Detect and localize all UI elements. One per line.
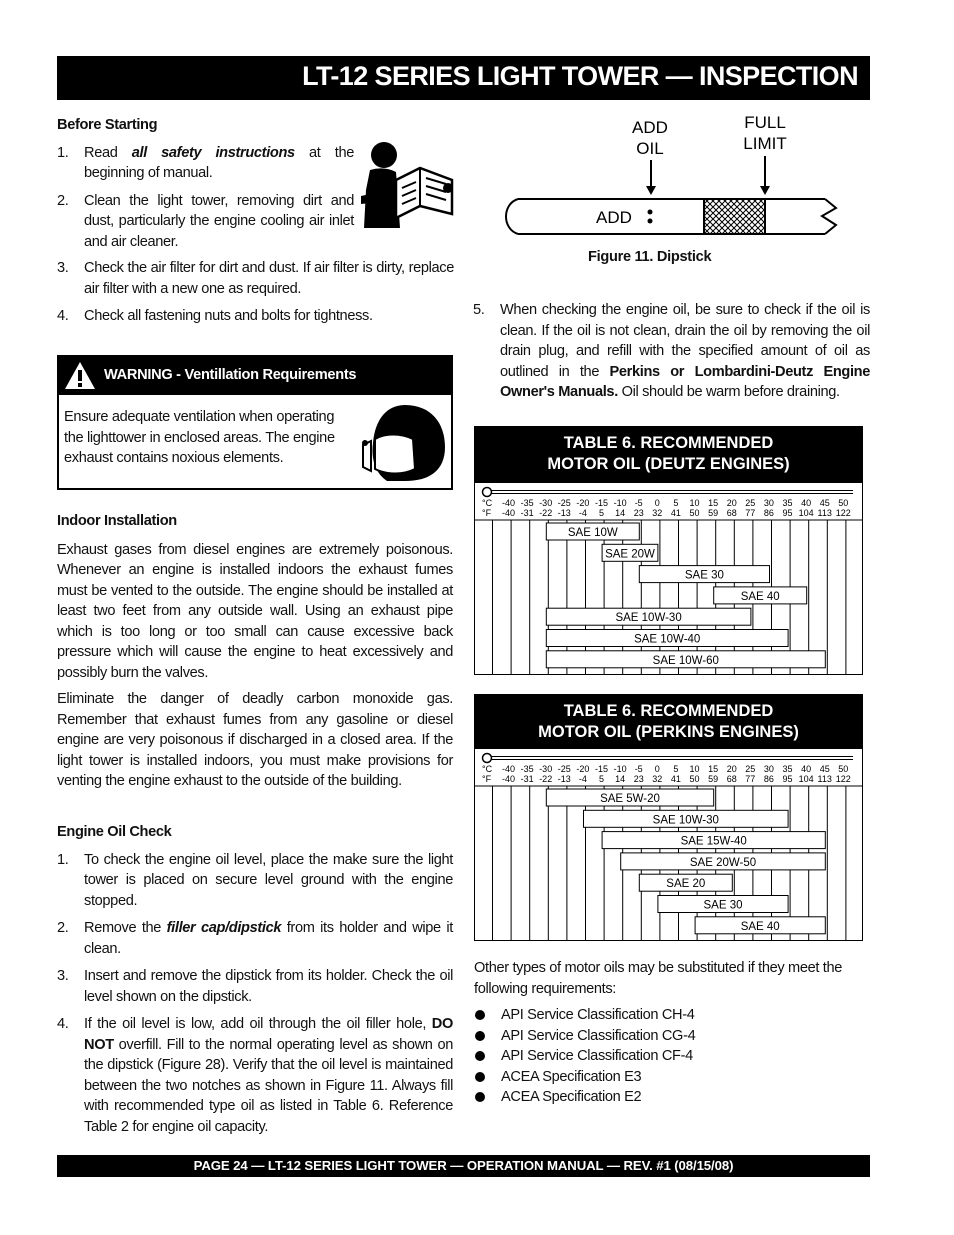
perkins-tick-fahrenheit: -40 — [501, 774, 516, 784]
item-text: Remove the — [84, 920, 167, 936]
perkins-tick-celsius: 15 — [708, 764, 719, 774]
perkins-oil-temperature-chart — [474, 748, 863, 941]
perkins-tick-celsius: -25 — [557, 764, 571, 774]
deutz-tick-fahrenheit: 59 — [708, 508, 719, 518]
dipstick-break — [822, 199, 836, 234]
full-limit-label-line1: FULL — [744, 113, 786, 132]
dipstick-caption: Figure 11. Dipstick — [588, 249, 712, 265]
deutz-table-title — [474, 426, 863, 482]
item-text: at the beginning of manual. — [84, 144, 354, 181]
oil-check-item-5 — [473, 300, 870, 403]
item-text: To check the engine oil level, place the make sure the light tower is placed on secure level ground with the engine stopped. — [84, 851, 453, 909]
perkins-tick-fahrenheit: 50 — [689, 774, 700, 784]
perkins-tick-fahrenheit: 41 — [670, 774, 681, 784]
item-number: 1. — [57, 851, 69, 868]
item-number: 5. — [473, 302, 485, 318]
perkins-fahrenheit-unit: °F — [482, 774, 492, 784]
warning-header — [59, 357, 451, 395]
list-item — [57, 1014, 453, 1137]
deutz-tick-celsius: 35 — [782, 498, 793, 508]
perkins-tick-celsius: 0 — [654, 764, 660, 774]
perkins-tick-fahrenheit: 113 — [817, 774, 832, 784]
deutz-tick-celsius: 20 — [726, 498, 737, 508]
list-item: ACEA Specification E3 — [474, 1067, 874, 1088]
perkins-tick-celsius: -5 — [634, 764, 643, 774]
perkins-range-label: SAE 10W-30 — [652, 814, 719, 827]
perkins-tick-fahrenheit: -22 — [539, 774, 553, 784]
title-banner — [57, 56, 870, 100]
list-item — [57, 966, 453, 1007]
item-number: 4. — [57, 308, 69, 324]
perkins-title-line2: MOTOR OIL (PERKINS ENGINES) — [538, 723, 799, 741]
deutz-tick-fahrenheit: 32 — [652, 508, 663, 518]
perkins-range-label: SAE 20W-50 — [689, 856, 757, 869]
deutz-range-label: SAE 10W-30 — [615, 612, 682, 625]
perkins-range-label: SAE 40 — [740, 920, 780, 933]
item-number: 4. — [57, 1016, 69, 1032]
perkins-range-label: SAE 15W-40 — [680, 835, 747, 848]
deutz-tick-celsius: -10 — [613, 498, 627, 508]
deutz-title-line2: MOTOR OIL (DEUTZ ENGINES) — [547, 455, 790, 473]
warning-title: WARNING - Ventillation Requirements — [104, 367, 357, 383]
perkins-range-label: SAE 30 — [703, 899, 743, 912]
list-item: API Service Classification CG-4 — [474, 1026, 874, 1047]
before-starting-section-cont — [57, 258, 454, 327]
dipstick-figure — [500, 108, 850, 238]
perkins-tick-fahrenheit: 59 — [708, 774, 719, 784]
deutz-tick-fahrenheit: 14 — [615, 508, 626, 518]
deutz-celsius-unit: °C — [482, 498, 493, 508]
perkins-tick-celsius: 10 — [689, 764, 700, 774]
deutz-range-label: SAE 30 — [684, 569, 724, 582]
item-text: Clean the light tower, removing dirt and dust, particularly the engine cooling air inlet and air cleaner. — [84, 192, 354, 250]
deutz-range-label: SAE 10W-40 — [634, 633, 701, 646]
other-oils-intro: Other types of motor oils may be substituted if they meet the following requirements: — [474, 960, 843, 997]
deutz-oil-temperature-chart — [474, 482, 863, 675]
warning-triangle-icon — [64, 361, 96, 390]
deutz-tick-celsius: 25 — [745, 498, 756, 508]
indoor-installation-section — [57, 511, 453, 792]
perkins-tick-fahrenheit: -31 — [520, 774, 534, 784]
deutz-tick-celsius: -5 — [634, 498, 643, 508]
deutz-tick-fahrenheit: 5 — [598, 508, 605, 518]
item-text: Insert and remove the dipstick from its holder. Check the oil level shown on the dipstick. — [84, 968, 453, 1005]
perkins-tick-fahrenheit: 68 — [726, 774, 737, 784]
perkins-tick-fahrenheit: 5 — [598, 774, 605, 784]
deutz-tick-fahrenheit: -31 — [520, 508, 534, 518]
list-item: ACEA Specification E2 — [474, 1087, 874, 1108]
list-item: API Service Classification CH-4 — [474, 1005, 874, 1026]
dipstick-outline — [506, 199, 825, 234]
deutz-thermometer-bulb — [483, 488, 492, 497]
add-oil-arrowhead — [646, 186, 656, 195]
item-number: 3. — [57, 260, 69, 276]
item-text: from its holder and wipe it clean. — [84, 920, 454, 957]
list-item — [57, 918, 453, 959]
perkins-tick-celsius: 35 — [782, 764, 793, 774]
perkins-tick-celsius: -30 — [539, 764, 553, 774]
item-number: 2. — [57, 920, 69, 936]
perkins-tick-fahrenheit: 95 — [782, 774, 793, 784]
deutz-tick-fahrenheit: -22 — [539, 508, 553, 518]
deutz-tick-fahrenheit: 86 — [763, 508, 774, 518]
deutz-tick-celsius: 30 — [763, 498, 774, 508]
deutz-tick-fahrenheit: 113 — [817, 508, 832, 518]
perkins-tick-fahrenheit: 14 — [615, 774, 626, 784]
perkins-tick-fahrenheit: 77 — [745, 774, 756, 784]
deutz-tick-fahrenheit: 68 — [726, 508, 737, 518]
oil-requirements-list — [474, 1005, 874, 1108]
perkins-range-label: SAE 5W-20 — [600, 793, 660, 805]
list-item — [57, 191, 354, 253]
deutz-range-label: SAE 10W-60 — [652, 654, 719, 667]
deutz-tick-celsius: 45 — [819, 498, 830, 508]
perkins-range-label: SAE 20 — [666, 878, 706, 891]
deutz-tick-celsius: -25 — [557, 498, 571, 508]
indoor-paragraph-2: Eliminate the danger of deadly carbon monoxide gas. Remember that exhaust fumes from any gasoline or diesel engine are very poisonous if discharged in a closed area. If the light tower is installed indoors, you must make provisions for venting the engine exhaust to the outside of the building. — [57, 691, 453, 789]
before-starting-heading: Before Starting — [57, 117, 158, 133]
perkins-tick-fahrenheit: 122 — [835, 774, 851, 784]
warning-box — [57, 355, 453, 490]
item-number: 3. — [57, 968, 69, 984]
item-text: When checking the engine oil, be sure to check if the oil is clean. If the oil is not clean, drain the oil by removing the oil drain plug, and refill with the specified amount of oil as outlined in the — [500, 302, 870, 380]
add-oil-label-line2: OIL — [636, 139, 664, 158]
dipstick-notch-dot — [648, 210, 653, 215]
perkins-tick-celsius: 50 — [838, 764, 849, 774]
perkins-tick-fahrenheit: -13 — [557, 774, 571, 784]
perkins-tick-celsius: 25 — [745, 764, 756, 774]
perkins-tick-celsius: -10 — [613, 764, 627, 774]
item-text: Check all fastening nuts and bolts for tightness. — [84, 308, 373, 324]
perkins-tick-celsius: 20 — [726, 764, 737, 774]
deutz-title-line1: TABLE 6. RECOMMENDED — [563, 434, 774, 452]
perkins-tick-celsius: -20 — [576, 764, 590, 774]
item-text: Oil should be warm before draining. — [617, 384, 840, 400]
item-emphasis: filler cap/dipstick — [166, 920, 282, 936]
deutz-tick-celsius: 15 — [708, 498, 719, 508]
list-item: API Service Classification CF-4 — [474, 1046, 874, 1067]
list-item — [57, 143, 354, 184]
list-item — [57, 306, 454, 327]
perkins-table-title — [474, 694, 863, 748]
perkins-tick-celsius: 5 — [673, 764, 679, 774]
deutz-range-label: SAE 40 — [740, 590, 780, 603]
perkins-tick-fahrenheit: 104 — [798, 774, 814, 784]
perkins-tick-fahrenheit: 32 — [652, 774, 663, 784]
deutz-tick-celsius: -35 — [520, 498, 534, 508]
dipstick-notch-dot — [648, 219, 653, 224]
before-starting-section — [57, 115, 354, 252]
list-item — [473, 300, 870, 403]
deutz-tick-celsius: 40 — [801, 498, 812, 508]
warning-body: Ensure adequate ventilation when operating the lighttower in enclosed areas. The engine exhaust contains noxious elements. — [64, 409, 335, 466]
deutz-tick-celsius: 10 — [689, 498, 700, 508]
perkins-tick-fahrenheit: 23 — [633, 774, 644, 784]
deutz-tick-fahrenheit: 95 — [782, 508, 793, 518]
engine-oil-check-section — [57, 822, 453, 1137]
perkins-tick-celsius: -40 — [501, 764, 516, 774]
perkins-celsius-unit: °C — [482, 764, 493, 774]
perkins-thermometer-bulb — [483, 754, 492, 763]
perkins-tick-celsius: -35 — [520, 764, 534, 774]
deutz-tick-celsius: 5 — [673, 498, 679, 508]
deutz-tick-fahrenheit: -4 — [578, 508, 587, 518]
indoor-heading: Indoor Installation — [57, 513, 177, 529]
item-text: If the oil level is low, add oil through the oil filler hole, — [84, 1016, 432, 1032]
deutz-tick-celsius: -30 — [539, 498, 553, 508]
list-item — [57, 258, 454, 299]
deutz-tick-fahrenheit: 41 — [670, 508, 681, 518]
item-emphasis: all safety instructions — [131, 144, 295, 161]
deutz-tick-fahrenheit: -40 — [501, 508, 516, 518]
full-limit-arrowhead — [760, 186, 770, 195]
item-text: overfill. Fill to the normal operating level as shown on the dipstick (Figure 28). Verify that the oil level is maintained between the two notches as shown in Figure 11. Always fill with recommended type oil as listed in Table 6. Reference Table 2 for engine oil capacity. — [84, 1036, 453, 1135]
perkins-tick-celsius: -15 — [594, 764, 609, 774]
perkins-tick-celsius: 45 — [819, 764, 830, 774]
perkins-tick-fahrenheit: 86 — [763, 774, 774, 784]
deutz-tick-celsius: -20 — [576, 498, 590, 508]
deutz-range-label: SAE 10W — [567, 527, 618, 539]
deutz-tick-celsius: 0 — [654, 498, 660, 508]
deutz-tick-fahrenheit: 77 — [745, 508, 756, 518]
deutz-tick-celsius: -40 — [501, 498, 516, 508]
perkins-title-line1: TABLE 6. RECOMMENDED — [563, 702, 774, 720]
deutz-tick-fahrenheit: 104 — [798, 508, 814, 518]
oil-check-heading: Engine Oil Check — [57, 824, 172, 840]
deutz-tick-celsius: -15 — [594, 498, 609, 508]
list-item — [57, 850, 453, 912]
deutz-tick-fahrenheit: -13 — [557, 508, 571, 518]
full-limit-label-line2: LIMIT — [743, 134, 787, 153]
add-oil-label-line1: ADD — [632, 118, 668, 137]
indoor-paragraph-1: Exhaust gases from diesel engines are extremely poisonous. Whenever an engine is installed indoors the exhaust fumes must be vented to the outside. The engine should be installed at least two feet from any outside wall. Using an exhaust pipe which is too long or too small can cause excessive back pressure which will cause the engine to heat excessively and possibly burn the valves. — [57, 541, 453, 681]
item-number: 1. — [57, 144, 69, 161]
dipstick-safe-zone — [704, 199, 765, 234]
respirator-head-icon — [357, 403, 449, 483]
item-bold: Perkins or Lombardini-Deutz Engine Owner's Manuals. — [500, 363, 870, 400]
deutz-tick-celsius: 50 — [838, 498, 849, 508]
deutz-range-label: SAE 20W — [605, 548, 655, 561]
page-title: LT-12 SERIES LIGHT TOWER — INSPECTION — [302, 61, 858, 91]
deutz-tick-fahrenheit: 122 — [835, 508, 851, 518]
page-footer: PAGE 24 — LT-12 SERIES LIGHT TOWER — OPERATION MANUAL — REV. #1 (08/15/08) — [57, 1155, 870, 1177]
perkins-tick-celsius: 30 — [763, 764, 774, 774]
reading-manual-icon — [356, 140, 454, 232]
item-number: 2. — [57, 192, 69, 209]
dipstick-add-label: ADD — [596, 208, 632, 227]
perkins-tick-fahrenheit: -4 — [578, 774, 587, 784]
deutz-fahrenheit-unit: °F — [482, 508, 492, 518]
deutz-tick-fahrenheit: 23 — [633, 508, 644, 518]
deutz-tick-fahrenheit: 50 — [689, 508, 700, 518]
item-text: Read — [84, 144, 132, 161]
perkins-tick-celsius: 40 — [801, 764, 812, 774]
item-text: Check the air filter for dirt and dust. If air filter is dirty, replace air filter with a new one as required. — [84, 260, 454, 297]
item-bold: DO NOT — [84, 1016, 453, 1053]
